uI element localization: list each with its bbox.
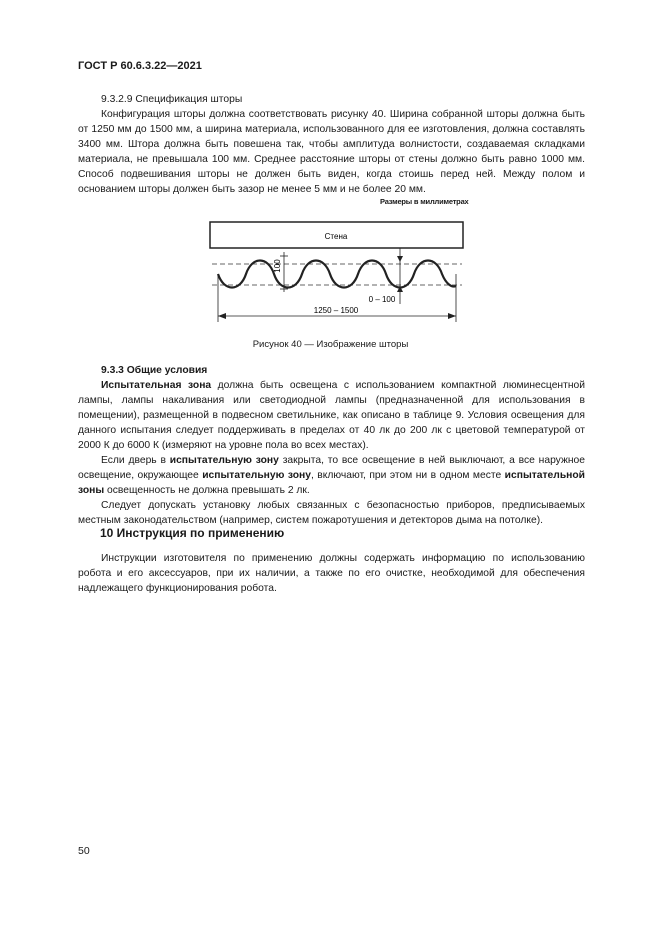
paragraph-2-text-b: закрыта, то все освещение в ней выключают, а все наружное освещение, окружающее bbox=[78, 455, 585, 481]
curtain-diagram bbox=[200, 212, 470, 327]
paragraph-2-text-a: Если дверь в bbox=[101, 455, 170, 466]
section-10-heading: 10 Инструкция по применению bbox=[100, 526, 285, 540]
section-10-text: Инструкции изготовителя по применению должны содержать информацию по использованию робота и его аксессуаров, при их наличии, а также по его очистке, необходимой для обеспечения надлежащего функционирования робота. bbox=[78, 553, 585, 594]
amplitude-dim-label: 100 bbox=[273, 259, 282, 273]
dimensions-note: Размеры в миллиметрах bbox=[380, 197, 469, 206]
section-9-3-3-paragraph-2 bbox=[78, 453, 585, 498]
term-test-zone-3: испытательную зону bbox=[202, 470, 311, 481]
wall-label: Стена bbox=[324, 232, 348, 241]
figure-caption: Рисунок 40 — Изображение шторы bbox=[252, 339, 409, 350]
curtain-wave bbox=[218, 261, 456, 288]
section-9-3-3-paragraph-3: Следует допускать установку любых связанных с безопасностью приборов, предписываемых местным законодательством (например, систем пожаротушения и детекторов дыма на потолке). bbox=[78, 500, 585, 526]
section-9-3-3 bbox=[78, 363, 585, 528]
section-9-3-2-9 bbox=[78, 92, 585, 197]
section-9-3-3-heading: 9.3.3 Общие условия bbox=[101, 365, 208, 376]
width-dim-arrow-right bbox=[448, 313, 456, 319]
term-test-zone: Испытательная зона bbox=[101, 380, 212, 391]
paragraph-2-text-c: , включают, при этом ни в одном месте bbox=[310, 470, 505, 481]
width-dim-arrow-left bbox=[218, 313, 226, 319]
curtain-figure bbox=[200, 212, 470, 332]
section-9-3-2-9-text: Конфигурация шторы должна соответствовать рисунку 40. Ширина собранной шторы должна быть от 1250 мм до 1500 мм, а ширина материала, использованного для ее изготовления, должна составлять 3400 мм. Штора должна быть повешена так, чтобы амплитуда волнистости, создаваемая складками материала, не превышала 100 мм. Среднее расстояние шторы от стены должно быть равно 1000 мм. Способ подвешивания шторы не должен быть виден, когда стоишь перед ней. Между полом и основанием шторы должен быть зазор не менее 5 мм и не более 20 мм. bbox=[78, 109, 585, 195]
term-test-zone-2: испытательную зону bbox=[169, 455, 279, 466]
page-number: 50 bbox=[78, 845, 90, 857]
section-10 bbox=[78, 551, 585, 596]
term-test-zone-4: испытательной зоны bbox=[78, 470, 585, 496]
paragraph-1-text: должна быть освещена с использованием компактной люминесцентной лампы, лампы накаливания или светодиодной лампы (предназначенной для использования в помещении), размещенной в подвесном светильнике, как описано в таблице 9. Условия освещения для данного испытания следует поддерживать в пределах от 40 лк до 200 лк с цветовой температурой от 2000 К до 6000 К (измеряют на уровне пола во всех местах). bbox=[78, 380, 585, 451]
paragraph-2-text-d: освещенность не должна превышать 2 лк. bbox=[104, 485, 310, 496]
section-9-3-3-paragraph-1 bbox=[78, 378, 585, 453]
width-dim-label: 1250 – 1500 bbox=[313, 306, 359, 315]
document-header: ГОСТ Р 60.6.3.22—2021 bbox=[78, 60, 202, 72]
section-9-3-2-9-heading: 9.3.2.9 Спецификация шторы bbox=[101, 94, 243, 105]
gap-dim-arrow-top bbox=[397, 256, 403, 262]
gap-dim-label: 0 – 100 bbox=[368, 295, 396, 304]
